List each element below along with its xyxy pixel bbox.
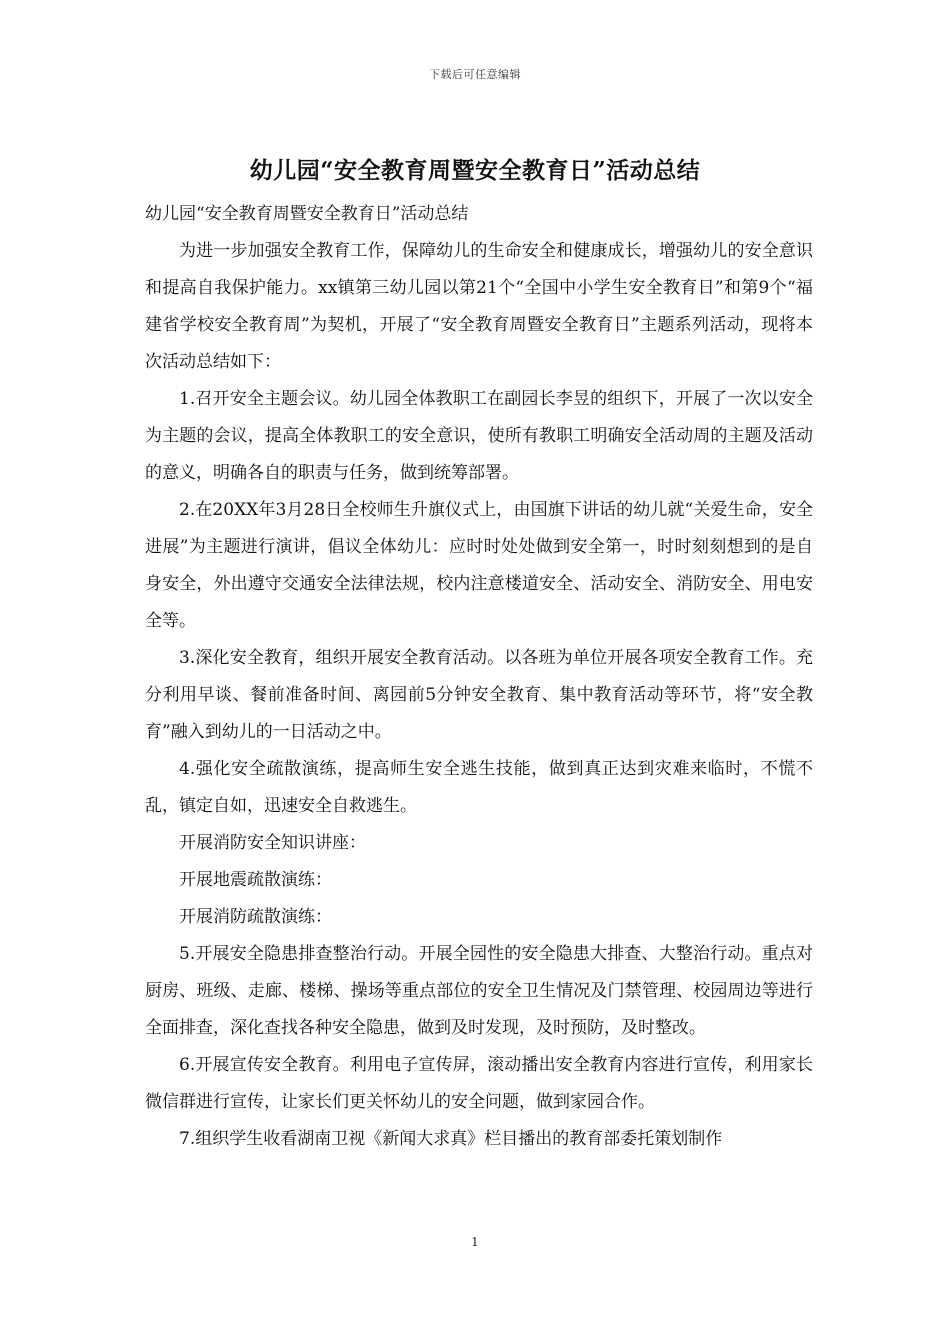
item-5-paragraph: 5.开展安全隐患排查整治行动。开展全园性的安全隐患大排查、大整治行动。重点对厨房、班级、走廊、楼梯、操场等重点部位的安全卫生情况及门禁管理、校园周边等进行全面排查，深化查找各种安全隐患，做到及时发现，及时预防，及时整改。 [145, 944, 813, 1038]
intro-paragraph: 为进一步加强安全教育工作，保障幼儿的生命安全和健康成长，增强幼儿的安全意识和提高自我保护能力。xx镇第三幼儿园以第21个“全国中小学生安全教育日”和第9个“福建省学校安全教育周”为契机，开展了“安全教育周暨安全教育日”主题系列活动，现将本次活动总结如下： [145, 241, 813, 372]
item-1-paragraph: 1.召开安全主题会议。幼儿园全体教职工在副园长李昱的组织下，开展了一次以安全为主题的会议，提高全体教职工的安全意识，使所有教职工明确安全活动周的主题及活动的意义，明确各自的职责与任务，做到统筹部署。 [145, 389, 813, 483]
fire-drill-line: 开展消防疏散演练： [179, 907, 332, 927]
page-number: 1 [471, 1235, 479, 1249]
item-3-paragraph: 3.深化安全教育，组织开展安全教育活动。以各班为单位开展各项安全教育工作。充分利用早谈、餐前准备时间、离园前5分钟安全教育、集中教育活动等环节，将“安全教育”融入到幼儿的一日活动之中。 [145, 648, 813, 742]
page-header: 下载后可任意编辑 [429, 68, 521, 81]
item-6-paragraph: 6.开展宣传安全教育。利用电子宣传屏，滚动播出安全教育内容进行宣传，利用家长微信群进行宣传，让家长们更关怀幼儿的安全问题，做到家园合作。 [145, 1055, 813, 1112]
item-4-paragraph: 4.强化安全疏散演练，提高师生安全逃生技能，做到真正达到灾难来临时，不慌不乱，镇定自如，迅速安全自救逃生。 [145, 759, 813, 816]
earthquake-drill-line: 开展地震疏散演练： [179, 870, 332, 890]
item-7-paragraph: 7.组织学生收看湖南卫视《新闻大求真》栏目播出的教育部委托策划制作 [179, 1129, 723, 1149]
document-title: 幼儿园“安全教育周暨安全教育日”活动总结 [249, 157, 701, 184]
document-body [145, 196, 813, 1158]
item-2-paragraph: 2.在20XX年3月28日全校师生升旗仪式上，由国旗下讲话的幼儿就“关爱生命，安全进展”为主题进行演讲，倡议全体幼儿：应时时处处做到安全第一，时时刻刻想到的是自身安全，外出遵守交通安全法律法规，校内注意楼道安全、活动安全、消防安全、用电安全等。 [145, 500, 813, 631]
subtitle-paragraph: 幼儿园“安全教育周暨安全教育日”活动总结 [145, 204, 469, 224]
fire-lecture-line: 开展消防安全知识讲座： [179, 833, 366, 853]
